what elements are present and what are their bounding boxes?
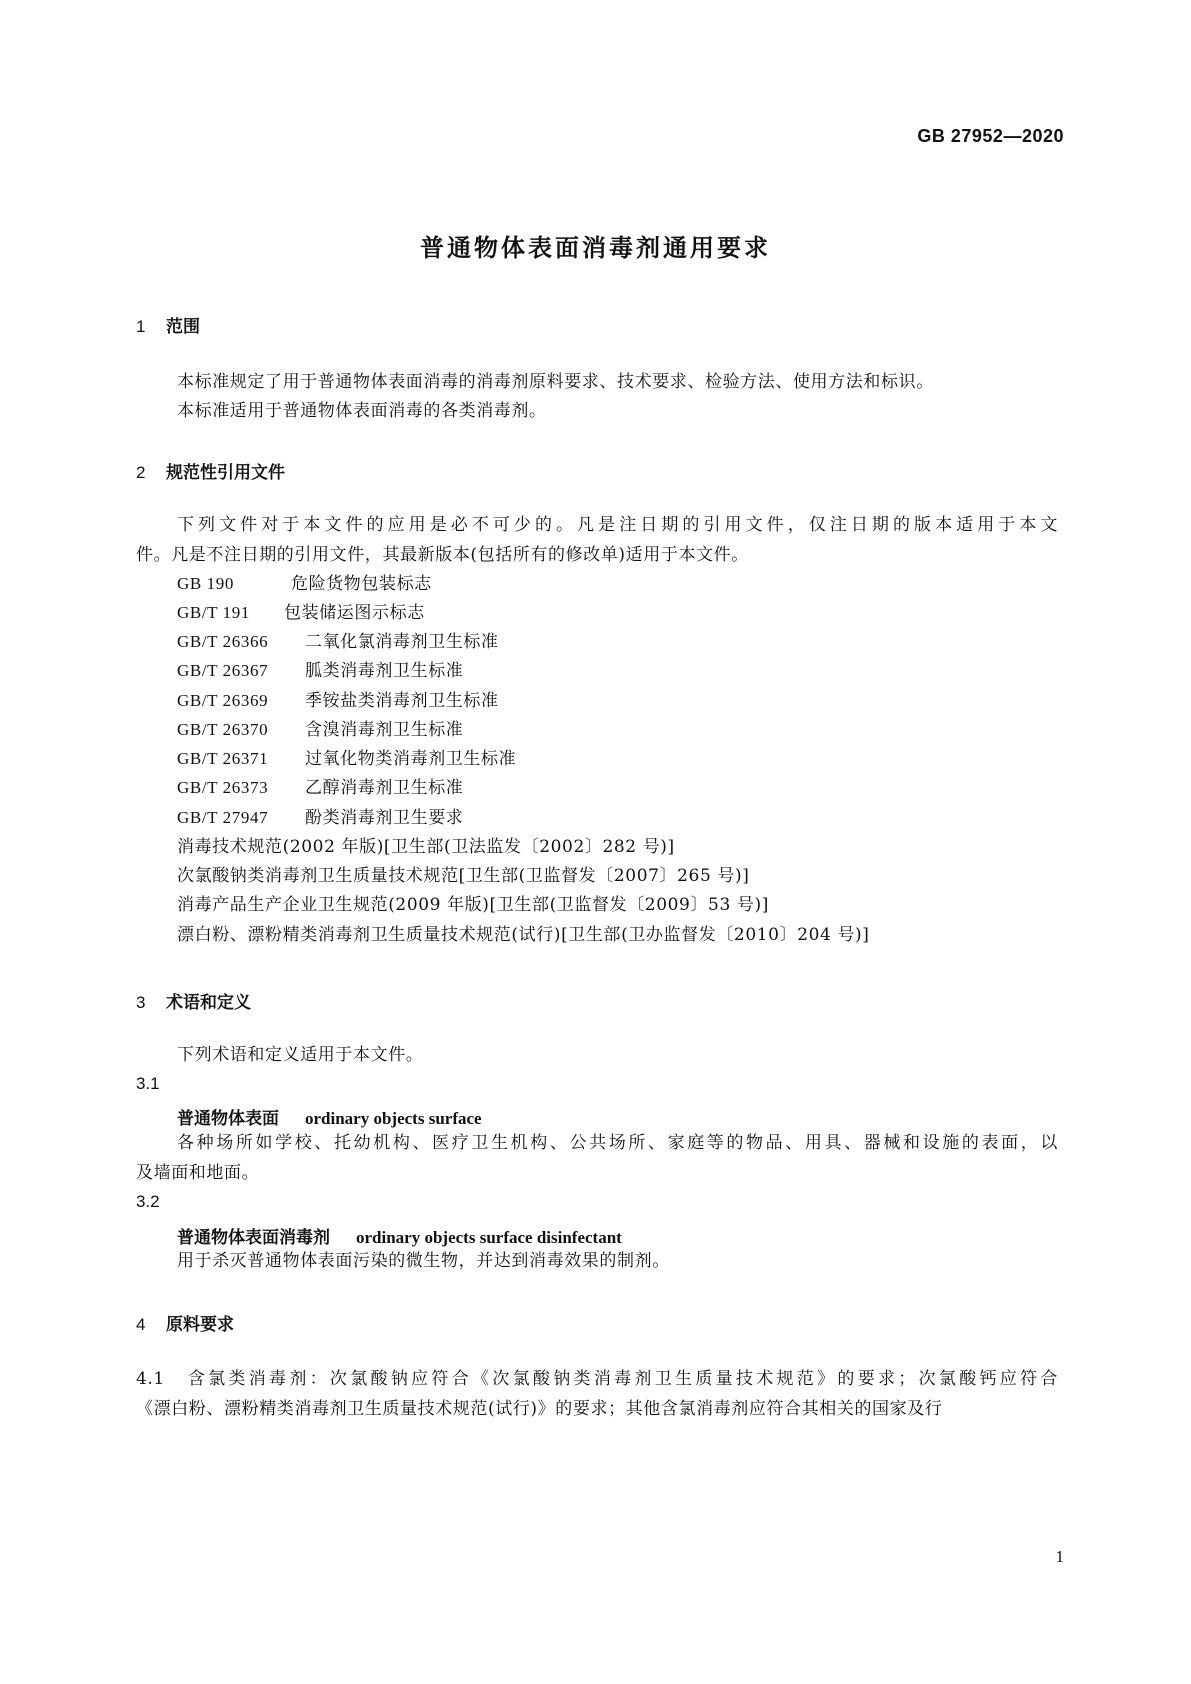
term-en: ordinary objects surface xyxy=(305,1109,482,1128)
term-definition-line-2: 及墙面和地面。 xyxy=(136,1163,260,1183)
reference-item xyxy=(177,803,463,833)
reference-title: 乙醇消毒剂卫生标准 xyxy=(305,778,464,798)
reference-code: GB/T 26373 xyxy=(177,778,269,797)
term-zh: 普通物体表面消毒剂 xyxy=(177,1228,330,1248)
section-1-heading xyxy=(136,312,200,337)
reference-code: GB/T 27947 xyxy=(177,808,269,827)
reference-title: 危险货物包装标志 xyxy=(291,574,432,594)
term-heading xyxy=(177,1104,482,1129)
section-title: 原料要求 xyxy=(166,1315,234,1335)
reference-item xyxy=(177,773,463,803)
scope-paragraph-2: 本标准适用于普通物体表面消毒的各类消毒剂。 xyxy=(177,401,547,421)
term-definition: 用于杀灭普通物体表面污染的微生物，并达到消毒效果的制剂。 xyxy=(177,1251,670,1271)
reference-code: GB/T 26369 xyxy=(177,691,269,710)
reference-item xyxy=(177,686,499,716)
section-title: 规范性引用文件 xyxy=(166,463,285,483)
section-title: 术语和定义 xyxy=(166,993,251,1013)
reference-title: 酚类消毒剂卫生要求 xyxy=(305,808,464,828)
term-definition-line-1: 各种场所如学校、托幼机构、医疗卫生机构、公共场所、家庭等的物品、用具、器械和设施的表面，以 xyxy=(177,1133,1058,1153)
reference-title: 包装储运图示标志 xyxy=(284,603,425,623)
section-3-heading xyxy=(136,988,251,1013)
section-number: 1 xyxy=(136,317,146,336)
reference-item xyxy=(177,569,432,599)
reference-item: 消毒技术规范(2002 年版)[卫生部(卫法监发〔2002〕282 号)] xyxy=(177,837,675,857)
section-4-heading xyxy=(136,1310,234,1335)
standard-code: GB 27952—2020 xyxy=(917,126,1064,146)
clause-4-1-line-2: 《漂白粉、漂粉精类消毒剂卫生质量技术规范(试行)》的要求；其他含氯消毒剂应符合其相关的国家及行 xyxy=(136,1399,943,1419)
scope-paragraph-1: 本标准规定了用于普通物体表面消毒的消毒剂原料要求、技术要求、检验方法、使用方法和标识。 xyxy=(177,372,934,392)
reference-code: GB/T 26367 xyxy=(177,661,269,680)
term-number: 3.2 xyxy=(136,1192,160,1211)
reference-item xyxy=(177,744,516,774)
reference-item: 漂白粉、漂粉精类消毒剂卫生质量技术规范(试行)[卫生部(卫办监督发〔2010〕204 号)] xyxy=(177,925,870,945)
terms-intro: 下列术语和定义适用于本文件。 xyxy=(177,1045,424,1065)
term-number: 3.1 xyxy=(136,1074,160,1093)
reference-item: 次氯酸钠类消毒剂卫生质量技术规范[卫生部(卫监督发〔2007〕265 号)] xyxy=(177,866,750,886)
reference-title: 季铵盐类消毒剂卫生标准 xyxy=(305,691,499,711)
reference-item xyxy=(177,598,425,628)
reference-title: 含溴消毒剂卫生标准 xyxy=(305,720,464,740)
page-number: 1 xyxy=(1055,1547,1064,1566)
reference-code: GB/T 26366 xyxy=(177,632,269,651)
term-zh: 普通物体表面 xyxy=(177,1109,279,1129)
section-2-heading xyxy=(136,458,285,483)
reference-item: 消毒产品生产企业卫生规范(2009 年版)[卫生部(卫监督发〔2009〕53 号)] xyxy=(177,895,769,915)
references-intro-line-1: 下列文件对于本文件的应用是必不可少的。凡是注日期的引用文件，仅注日期的版本适用于本文 xyxy=(177,515,1058,535)
section-number: 4 xyxy=(136,1315,146,1334)
section-number: 2 xyxy=(136,463,146,482)
document-title: 普通物体表面消毒剂通用要求 xyxy=(420,234,771,262)
clause-4-1-line-1: 4.1 含氯类消毒剂：次氯酸钠应符合《次氯酸钠类消毒剂卫生质量技术规范》的要求；次氯酸钙应符合 xyxy=(136,1369,1058,1389)
term-heading xyxy=(177,1223,622,1248)
reference-title: 过氧化物类消毒剂卫生标准 xyxy=(305,749,517,769)
reference-title: 二氧化氯消毒剂卫生标准 xyxy=(305,632,499,652)
reference-title: 胍类消毒剂卫生标准 xyxy=(305,661,464,681)
reference-code: GB 190 xyxy=(177,574,234,593)
reference-item xyxy=(177,627,499,657)
reference-item xyxy=(177,656,463,686)
section-title: 范围 xyxy=(166,317,200,337)
references-intro-line-2: 件。凡是不注日期的引用文件，其最新版本(包括所有的修改单)适用于本文件。 xyxy=(136,545,749,565)
reference-code: GB/T 191 xyxy=(177,603,250,622)
reference-code: GB/T 26371 xyxy=(177,749,269,768)
term-en: ordinary objects surface disinfectant xyxy=(356,1228,622,1247)
section-number: 3 xyxy=(136,993,146,1012)
reference-code: GB/T 26370 xyxy=(177,720,269,739)
reference-item xyxy=(177,715,463,745)
